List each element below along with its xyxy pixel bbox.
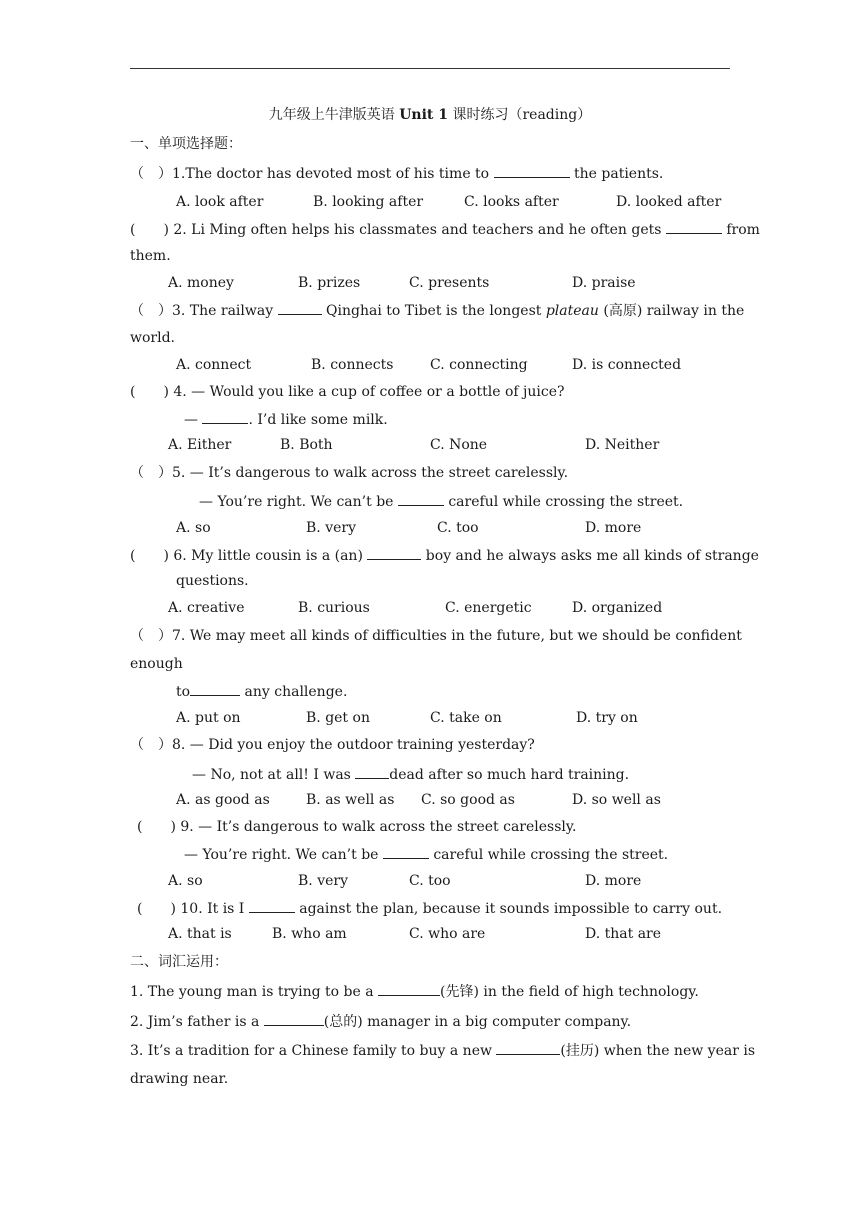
option-b: B. as well as (306, 792, 395, 808)
option-b: B. Both (280, 437, 333, 453)
page-title: 九年级上牛津版英语 Unit 1 课时练习（reading） (268, 107, 592, 123)
answer-blank (278, 301, 322, 315)
header-rule (130, 68, 730, 69)
option-d: D. praise (572, 275, 636, 291)
option-c: C. who are (409, 926, 486, 942)
answer-blank (666, 220, 722, 234)
option-a: A. so (176, 520, 211, 536)
question-2-cont: them. (130, 248, 171, 264)
question-5-response: — You’re right. We can’t be careful while crossing the street. (199, 494, 684, 510)
option-d: D. more (585, 520, 642, 536)
option-c: C. looks after (464, 194, 559, 210)
option-c: C. None (430, 437, 488, 453)
question-9: ( ) 9. — It’s dangerous to walk across the street carelessly. (137, 819, 577, 835)
question-7: （ ）7. We may meet all kinds of difficulties in the future, but we should be confident (130, 628, 742, 644)
option-c: C. too (409, 873, 451, 889)
option-c: C. too (437, 520, 479, 536)
option-a: A. put on (176, 710, 241, 726)
answer-blank (398, 492, 444, 506)
question-4: ( ) 4. — Would you like a cup of coffee or a bottle of juice? (130, 384, 565, 400)
option-d: D. so well as (572, 792, 661, 808)
answer-blank (202, 410, 248, 424)
option-b: B. curious (298, 600, 370, 616)
option-d: D. organized (572, 600, 663, 616)
answer-blank (355, 765, 389, 779)
section-heading-choice: 一、单项选择题： (130, 136, 242, 152)
option-a: A. so (168, 873, 203, 889)
vocab-item-1: 1. The young man is trying to be a (先锋) in the field of high technology. (130, 984, 699, 1000)
answer-blank (367, 546, 421, 560)
vocab-item-2: 2. Jim’s father is a (总的) manager in a big computer company. (130, 1014, 632, 1030)
option-a: A. connect (176, 357, 252, 373)
question-10: ( ) 10. It is I against the plan, because it sounds impossible to carry out. (137, 901, 723, 917)
option-c: C. energetic (445, 600, 532, 616)
option-b: B. who am (272, 926, 347, 942)
option-b: B. connects (311, 357, 394, 373)
question-7-cont2: to any challenge. (176, 684, 348, 700)
section-heading-vocabulary: 二、词汇运用： (130, 954, 228, 970)
option-d: D. looked after (616, 194, 722, 210)
question-5: （ ）5. — It’s dangerous to walk across the street carelessly. (130, 465, 569, 481)
option-b: B. looking after (313, 194, 424, 210)
option-a: A. look after (176, 194, 264, 210)
option-a: A. money (168, 275, 234, 291)
answer-blank (264, 1012, 324, 1026)
question-7-cont: enough (130, 656, 183, 672)
answer-blank (496, 1041, 560, 1055)
option-c: C. presents (409, 275, 490, 291)
question-6: ( ) 6. My little cousin is a (an) boy and he always asks me all kinds of strange (130, 548, 759, 564)
option-d: D. more (585, 873, 642, 889)
question-1: （ ）1.The doctor has devoted most of his time to the patients. (130, 166, 664, 182)
answer-blank (249, 899, 295, 913)
answer-blank (190, 682, 240, 696)
option-d: D. try on (576, 710, 638, 726)
option-d: D. is connected (572, 357, 682, 373)
option-a: A. as good as (176, 792, 270, 808)
answer-blank (383, 845, 429, 859)
question-8-response: — No, not at all! I was dead after so much hard training. (192, 767, 630, 783)
question-3: （ ）3. The railway Qinghai to Tibet is the longest plateau (高原) railway in the (130, 303, 745, 319)
vocab-item-3: 3. It’s a tradition for a Chinese family to buy a new (挂历) when the new year is (130, 1043, 756, 1059)
question-6-cont: questions. (176, 573, 249, 589)
option-a: A. Either (168, 437, 232, 453)
option-c: C. take on (430, 710, 502, 726)
option-b: B. very (298, 873, 348, 889)
option-b: B. get on (306, 710, 370, 726)
option-b: B. prizes (298, 275, 361, 291)
option-c: C. so good as (421, 792, 515, 808)
question-9-response: — You’re right. We can’t be careful while crossing the street. (184, 847, 669, 863)
question-2: ( ) 2. Li Ming often helps his classmates and teachers and he often gets from (130, 222, 760, 238)
answer-blank (494, 164, 570, 178)
answer-blank (378, 982, 440, 996)
vocab-item-3-cont: drawing near. (130, 1071, 229, 1087)
option-b: B. very (306, 520, 356, 536)
option-c: C. connecting (430, 357, 528, 373)
option-d: D. that are (585, 926, 662, 942)
question-4-response: — . I’d like some milk. (184, 412, 388, 428)
option-a: A. creative (168, 600, 245, 616)
option-a: A. that is (168, 926, 232, 942)
question-8: （ ）8. — Did you enjoy the outdoor training yesterday? (130, 737, 535, 753)
option-d: D. Neither (585, 437, 660, 453)
question-3-cont: world. (130, 330, 175, 346)
